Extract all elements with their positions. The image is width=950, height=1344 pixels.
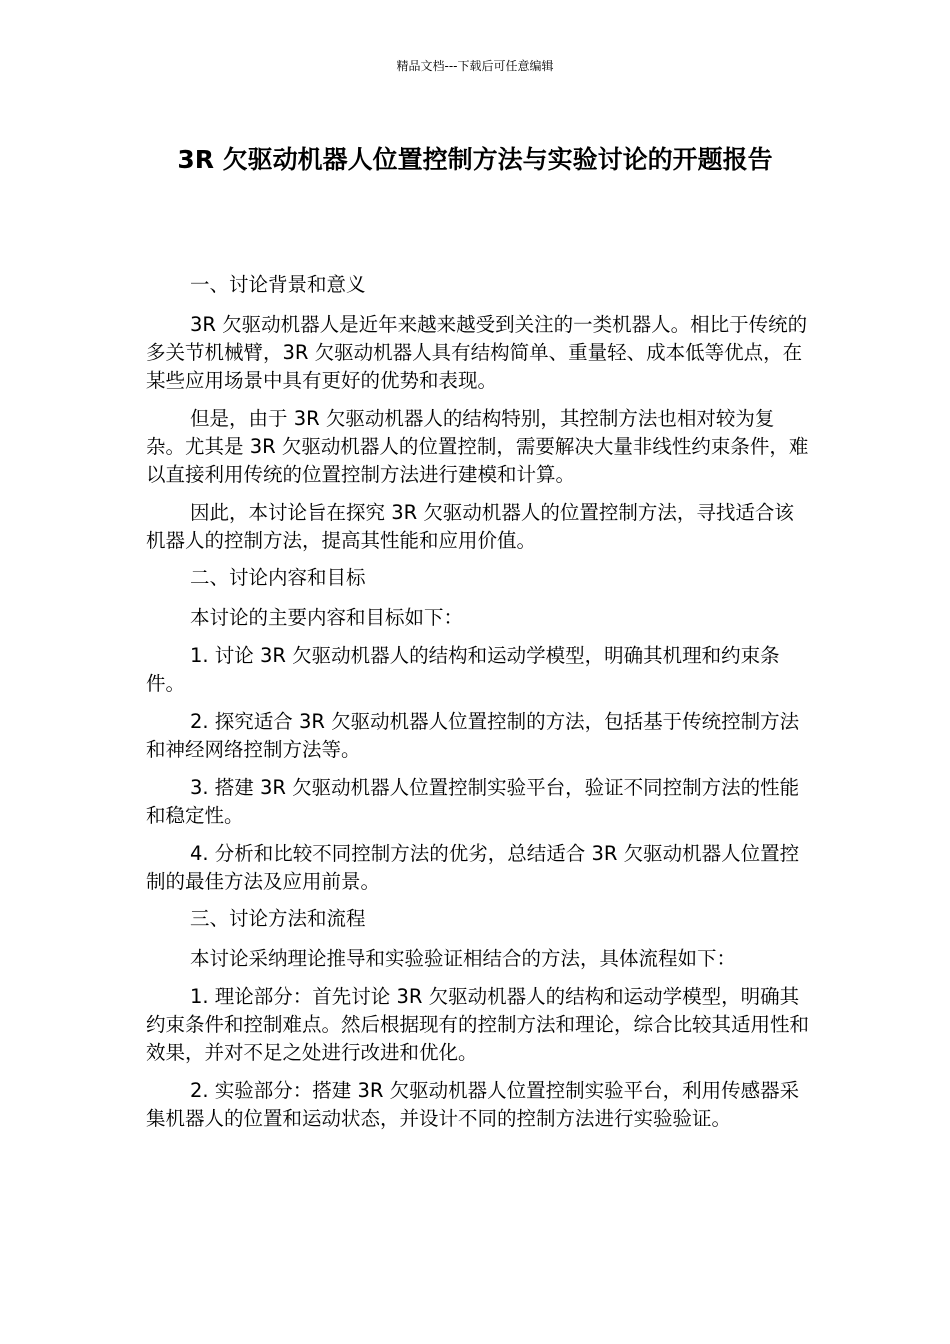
list-item: 3. 搭建 3R 欠驱动机器人位置控制实验平台，验证不同控制方法的性能和稳定性。 (146, 776, 800, 827)
header-note: 精品文档---下载后可任意编辑 (396, 59, 554, 73)
paragraph: 3R 欠驱动机器人是近年来越来越受到关注的一类机器人。相比于传统的多关节机械臂，3R 欠驱动机器人具有结构简单、重量轻、成本低等优点，在某些应用场景中具有更好的优势和表现。 (146, 313, 808, 392)
section-heading-background: 一、讨论背景和意义 (190, 273, 366, 296)
section-heading-content-goals: 二、讨论内容和目标 (190, 566, 366, 589)
list-item: 4. 分析和比较不同控制方法的优劣，总结适合 3R 欠驱动机器人位置控制的最佳方法及应用前景。 (146, 842, 800, 893)
paragraph: 因此，本讨论旨在探究 3R 欠驱动机器人的位置控制方法，寻找适合该机器人的控制方法，提高其性能和应用价值。 (146, 501, 794, 552)
paragraph: 但是，由于 3R 欠驱动机器人的结构特别，其控制方法也相对较为复杂。尤其是 3R 欠驱动机器人的位置控制，需要解决大量非线性约束条件，难以直接利用传统的位置控制方法进行建模和计算。 (146, 407, 809, 486)
list-item: 2. 实验部分：搭建 3R 欠驱动机器人位置控制实验平台，利用传感器采集机器人的位置和运动状态，并设计不同的控制方法进行实验验证。 (146, 1079, 800, 1130)
list-item: 2. 探究适合 3R 欠驱动机器人位置控制的方法，包括基于传统控制方法和神经网络控制方法等。 (146, 710, 800, 761)
document-title: 3R 欠驱动机器人位置控制方法与实验讨论的开题报告 (177, 145, 773, 174)
section-heading-method-process: 三、讨论方法和流程 (190, 907, 366, 930)
document-body (146, 272, 812, 1143)
paragraph: 本讨论的主要内容和目标如下： (190, 606, 464, 629)
list-item: 1. 理论部分：首先讨论 3R 欠驱动机器人的结构和运动学模型，明确其约束条件和控制难点。然后根据现有的控制方法和理论，综合比较其适用性和效果，并对不足之处进行改进和优化。 (146, 985, 810, 1064)
list-item: 1. 讨论 3R 欠驱动机器人的结构和运动学模型，明确其机理和约束条件。 (146, 644, 780, 695)
paragraph: 本讨论采纳理论推导和实验验证相结合的方法，具体流程如下： (190, 947, 737, 970)
